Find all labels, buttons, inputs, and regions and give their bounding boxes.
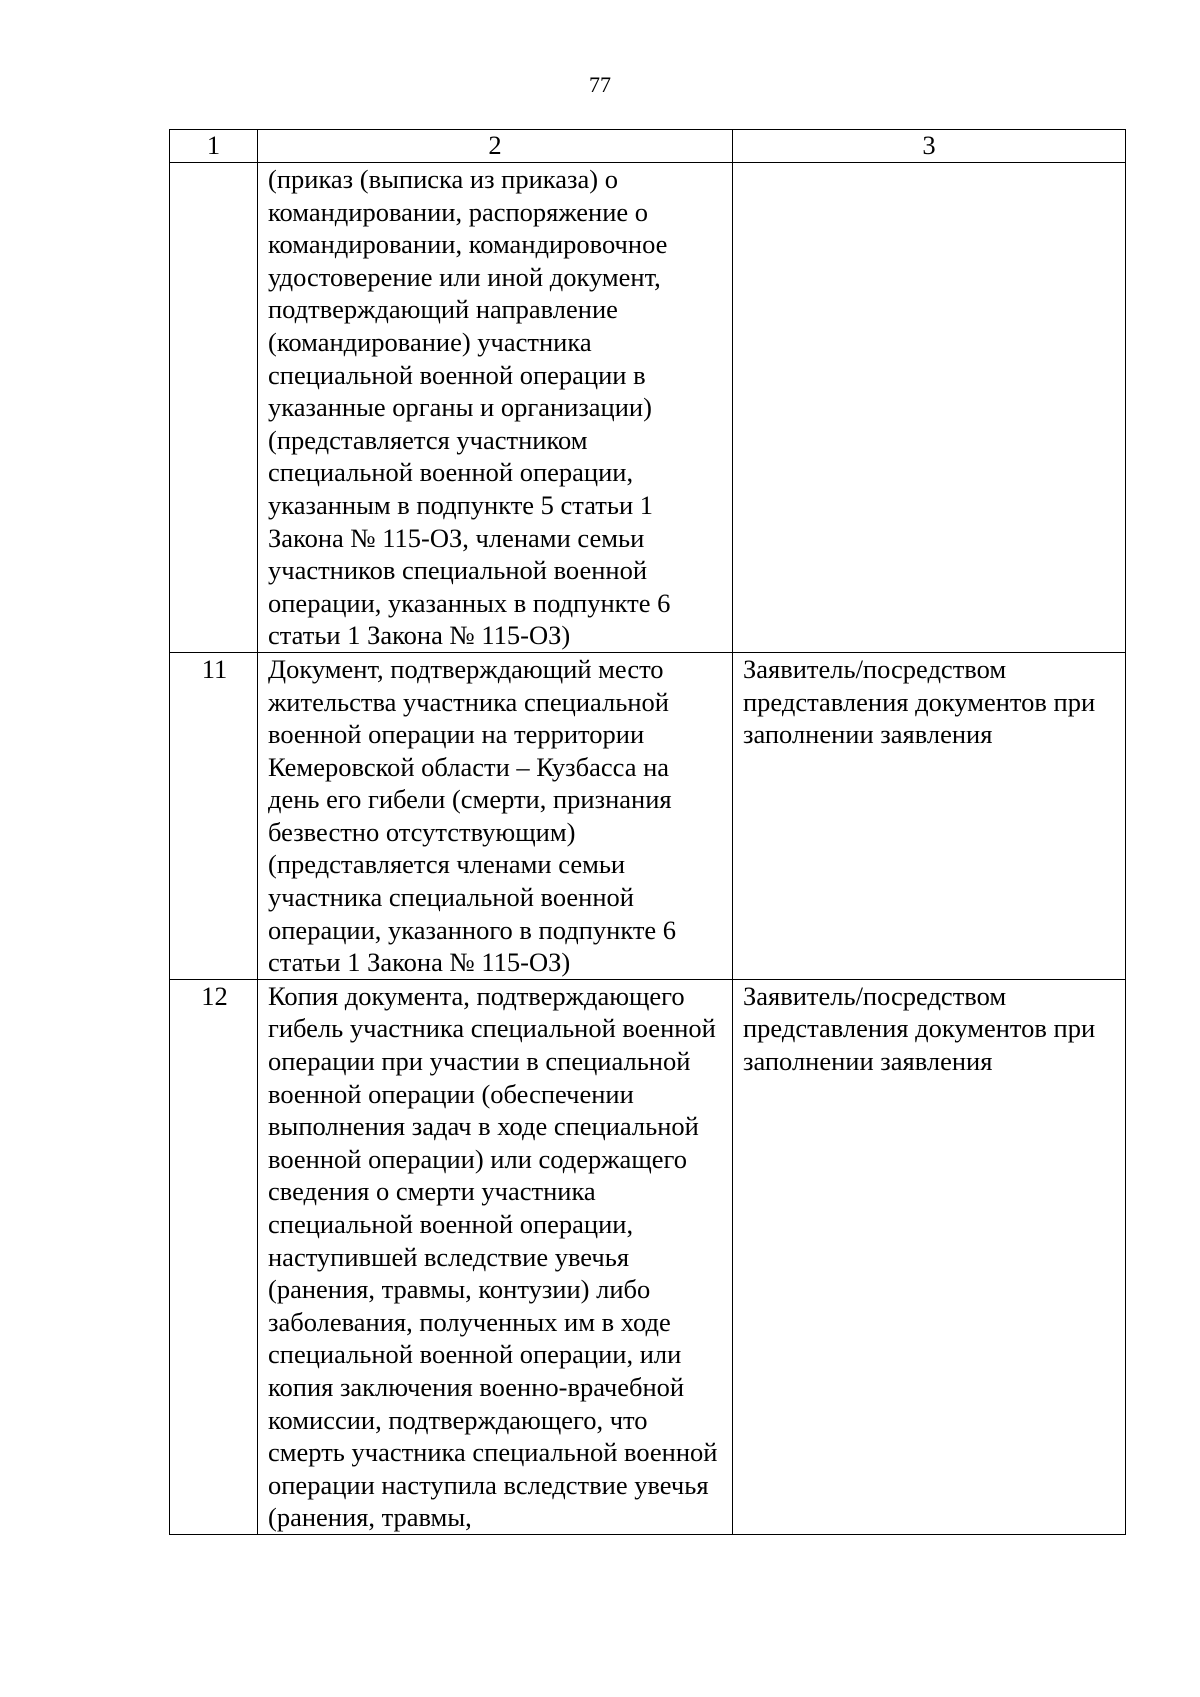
table-header-row [170,130,1126,163]
table-row [170,652,1126,979]
table-row [170,979,1126,1534]
document-description: Документ, подтверждающий место жительства участника специальной военной операции на территории Кемеровской области – Кузбасса на день его гибели (смерти, признания безвестно отсутствующим) (представляется членами семьи участника специальной военной операции, указанного в подпункте 6 статьи 1 Закона № 115-ОЗ) [258,652,733,979]
row-number: 12 [170,979,258,1534]
column-header-3: 3 [733,130,1126,163]
row-number [170,163,258,653]
documents-table [169,129,1126,1535]
document-source: Заявитель/посредством представления документов при заполнении заявления [733,652,1126,979]
table-row [170,163,1126,653]
page-number: 77 [589,72,611,97]
column-header-2: 2 [258,130,733,163]
column-header-1: 1 [170,130,258,163]
document-source: Заявитель/посредством представления документов при заполнении заявления [733,979,1126,1534]
document-source [733,163,1126,653]
document-description: Копия документа, подтверждающего гибель участника специальной военной операции при участии в специальной военной операции (обеспечении выполнения задач в ходе специальной военной операции) или содержащего сведения о смерти участника специальной военной операции, наступившей вследствие увечья (ранения, травмы, контузии) либо заболевания, полученных им в ходе специальной военной операции, или копия заключения военно-врачебной комиссии, подтверждающего, что смерть участника специальной военной операции наступила вследствие увечья (ранения, травмы, [258,979,733,1534]
document-description: (приказ (выписка из приказа) о командировании, распоряжение о командировании, командировочное удостоверение или иной документ, подтверждающий направление (командирование) участника специальной военной операции в указанные органы и организации) (представляется участником специальной военной операции, указанным в подпункте 5 статьи 1 Закона № 115-ОЗ, членами семьи участников специальной военной операции, указанных в подпункте 6 статьи 1 Закона № 115-ОЗ) [258,163,733,653]
row-number: 11 [170,652,258,979]
